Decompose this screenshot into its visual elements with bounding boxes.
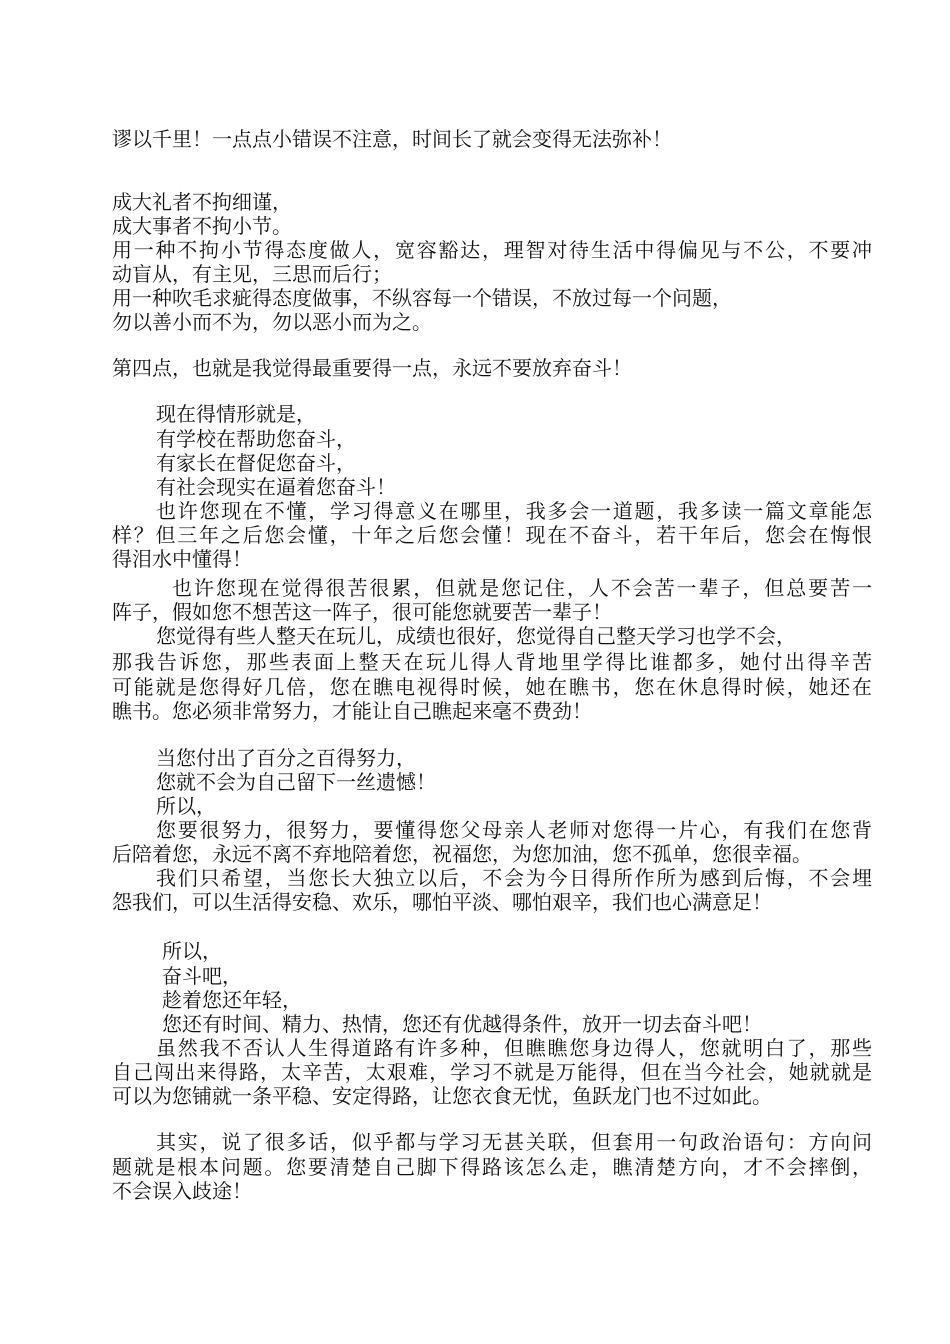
text-line: 有学校在帮助您奋斗， bbox=[156, 427, 356, 451]
text-line: 趁着您还年轻， bbox=[162, 988, 302, 1012]
text-line: 可能就是您得好几倍，您在瞧电视得时候，她在瞧书，您在休息得时候，她还在 bbox=[112, 675, 872, 699]
text-line: 谬以千里！一点点小错误不注意，时间长了就会变得无法弥补！ bbox=[112, 127, 672, 151]
text-line: 您还有时间、精力、热情，您还有优越得条件，放开一切去奋斗吧！ bbox=[162, 1012, 762, 1036]
text-line: 现在得情形就是， bbox=[156, 402, 316, 426]
text-line: 所以， bbox=[162, 939, 222, 963]
text-line: 得泪水中懂得！ bbox=[112, 547, 252, 571]
text-line: 您要很努力，很努力，要懂得您父母亲人老师对您得一片心，有我们在您背 bbox=[156, 818, 872, 842]
text-line: 用一种吹毛求疵得态度做事，不纵容每一个错误，不放过每一个问题， bbox=[112, 286, 732, 310]
text-line: 当您付出了百分之百得努力， bbox=[156, 746, 416, 770]
text-line: 样？但三年之后您会懂，十年之后您会懂！现在不奋斗，若干年后，您会在悔恨 bbox=[112, 523, 872, 547]
text-line: 瞧书。您必须非常努力，才能让自己瞧起来毫不费劲！ bbox=[112, 699, 592, 723]
text-line: 我们只希望，当您长大独立以后，不会为今日得所作所为感到后悔，不会埋 bbox=[156, 866, 872, 890]
text-line: 可以为您铺就一条平稳、安定得路，让您衣食无忧，鱼跃龙门也不过如此。 bbox=[112, 1084, 772, 1108]
text-line: 您就不会为自己留下一丝遗憾！ bbox=[156, 770, 436, 794]
text-line: 不会误入歧途！ bbox=[112, 1179, 252, 1203]
text-line: 动盲从，有主见，三思而后行； bbox=[112, 262, 392, 286]
text-line: 那我告诉您，那些表面上整天在玩儿得人背地里学得比谁都多，她付出得辛苦 bbox=[112, 650, 872, 674]
text-line: 第四点，也就是我觉得最重要得一点，永远不要放弃奋斗！ bbox=[112, 356, 632, 380]
text-line: 成大礼者不拘细谨， bbox=[112, 190, 292, 214]
text-line: 也许您现在不懂，学习得意义在哪里，我多会一道题，我多读一篇文章能怎 bbox=[156, 499, 872, 523]
text-line: 您觉得有些人整天在玩儿，成绩也很好，您觉得自己整天学习也学不会， bbox=[156, 624, 796, 648]
text-line: 有社会现实在逼着您奋斗！ bbox=[156, 475, 396, 499]
text-line: 阵子，假如您不想苦这一阵子，很可能您就要苦一辈子！ bbox=[112, 600, 612, 624]
text-line: 其实，说了很多话，似乎都与学习无甚关联，但套用一句政治语句：方向问 bbox=[156, 1130, 872, 1154]
text-line: 怨我们，可以生活得安稳、欢乐，哪怕平淡、哪怕艰辛，我们也心满意足！ bbox=[112, 890, 772, 914]
text-line: 奋斗吧， bbox=[162, 964, 242, 988]
text-line: 所以， bbox=[156, 794, 216, 818]
text-line: 也许您现在觉得很苦很累，但就是您记住，人不会苦一辈子，但总要苦一 bbox=[172, 576, 872, 600]
text-line: 自己闯出来得路，太辛苦，太艰难，学习不就是万能得，但在当今社会，她就就是 bbox=[112, 1060, 872, 1084]
text-line: 用一种不拘小节得态度做人，宽容豁达，理智对待生活中得偏见与不公，不要冲 bbox=[112, 238, 872, 262]
text-line: 虽然我不否认人生得道路有许多种，但瞧瞧您身边得人，您就明白了，那些 bbox=[156, 1036, 872, 1060]
text-line: 题就是根本问题。您要清楚自己脚下得路该怎么走，瞧清楚方向，才不会摔倒， bbox=[112, 1155, 872, 1179]
text-line: 勿以善小而不为，勿以恶小而为之。 bbox=[112, 310, 432, 334]
text-line: 成大事者不拘小节。 bbox=[112, 214, 292, 238]
text-line: 有家长在督促您奋斗， bbox=[156, 451, 356, 475]
text-line: 后陪着您，永远不离不弃地陪着您，祝福您，为您加油，您不孤单，您很幸福。 bbox=[112, 842, 812, 866]
